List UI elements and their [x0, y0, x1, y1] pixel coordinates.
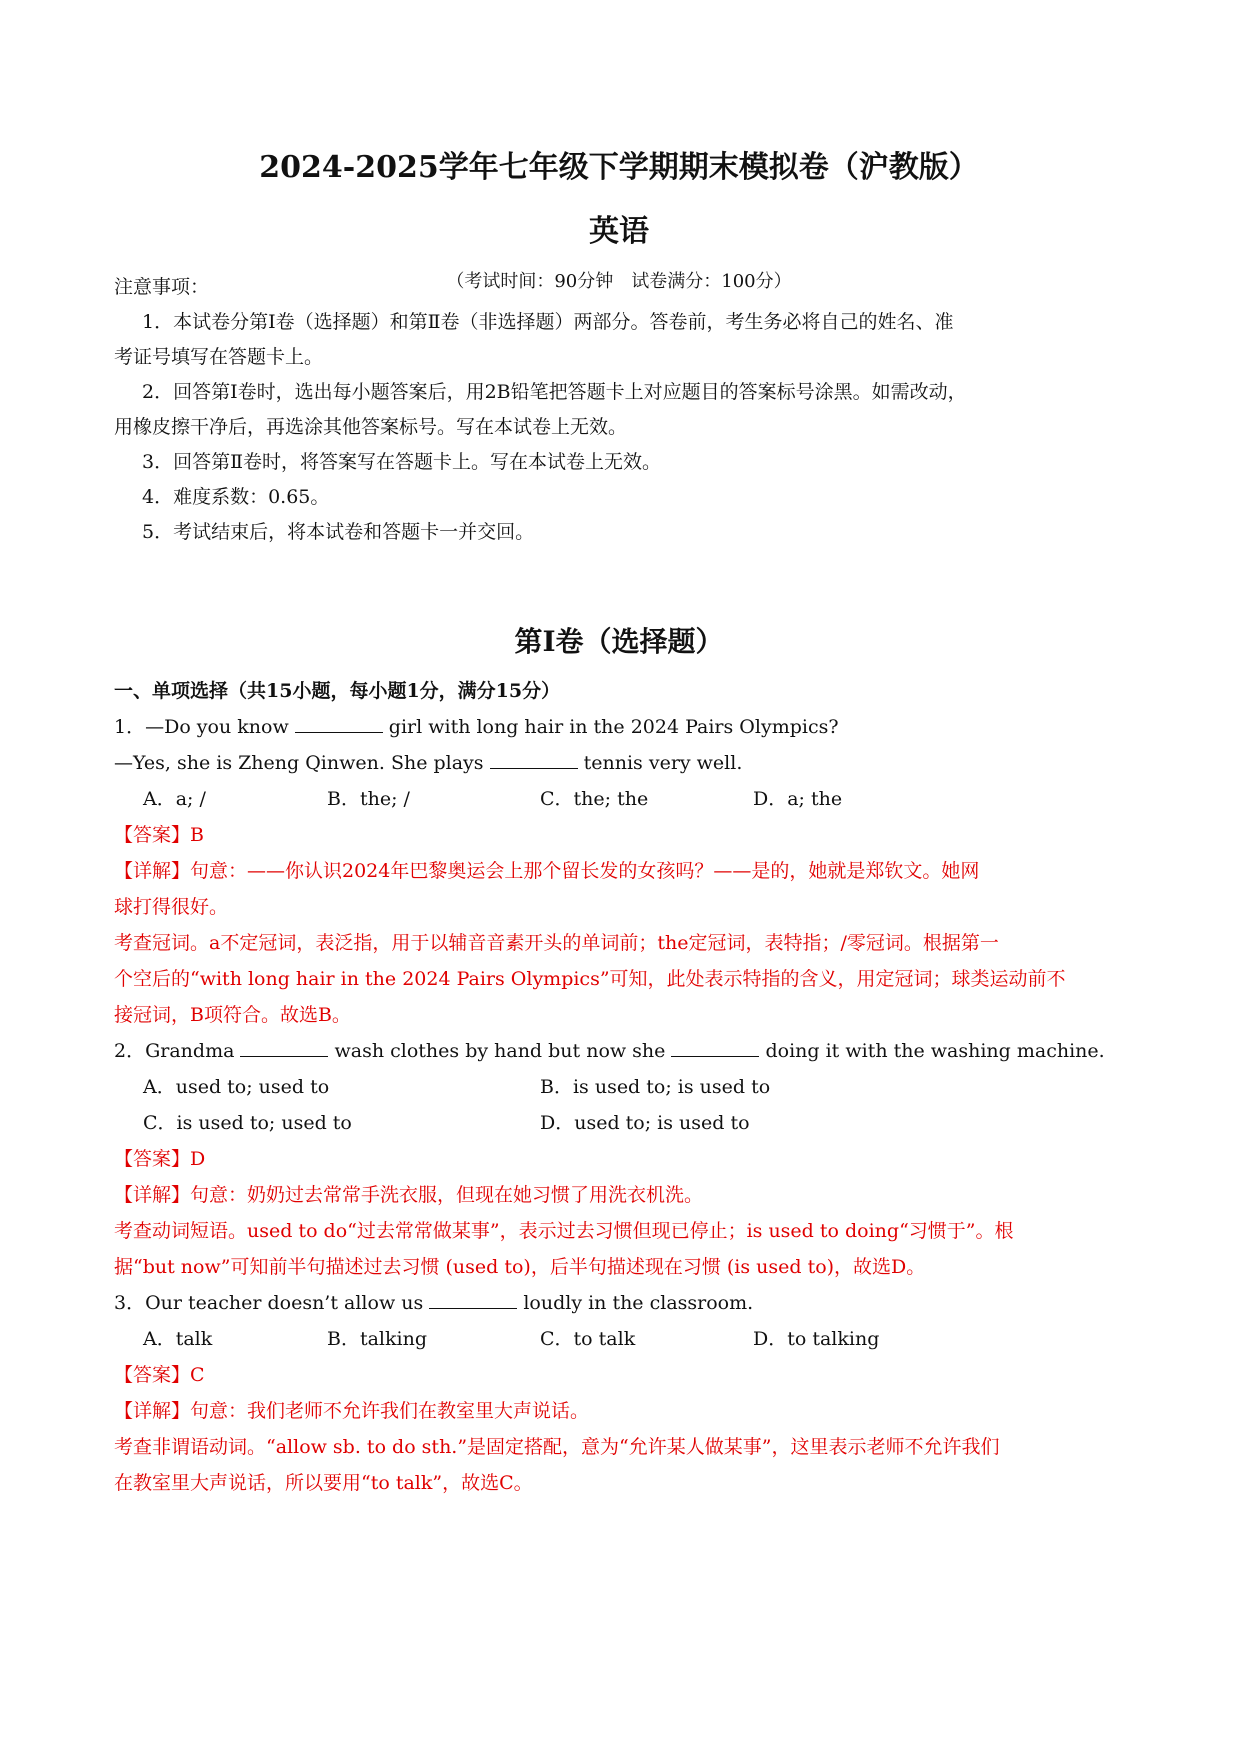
stem-text: loudly in the classroom. — [517, 1292, 754, 1314]
note-item: 5．考试结束后，将本试卷和答题卡一并交回。 — [142, 521, 535, 543]
explanation-line: 考查冠词。a不定冠词，表泛指，用于以辅音音素开头的单词前；the定冠词，表特指；/零冠词。根据第一 — [114, 932, 999, 954]
option-a: A．talk — [143, 1328, 213, 1350]
explanation-line: 接冠词，B项符合。故选B。 — [114, 1004, 351, 1026]
explanation-line: 【详解】句意：我们老师不允许我们在教室里大声说话。 — [114, 1400, 590, 1422]
explanation-line: 球打得很好。 — [114, 896, 229, 918]
option-d: D．used to; is used to — [540, 1112, 750, 1134]
answer-label: 【答案】D — [114, 1148, 206, 1170]
notes-heading: 注意事项： — [114, 276, 210, 298]
question-stem — [114, 712, 1124, 742]
option-c: C．to talk — [540, 1328, 636, 1350]
option-c: C．is used to; used to — [143, 1112, 352, 1134]
stem-text: girl with long hair in the 2024 Pairs Olympics? — [382, 716, 839, 738]
explanation-line: 【详解】句意：——你认识2024年巴黎奥运会上那个留长发的女孩吗？——是的，她就是郑钦文。她网 — [114, 860, 980, 882]
question-stem — [114, 1036, 1124, 1066]
explanation-line: 考查动词短语。used to do“过去常常做某事”，表示过去习惯但现已停止；is used to doing“习惯于”。根 — [114, 1220, 1014, 1242]
stem-text: 1．—Do you know — [114, 716, 295, 738]
answer-label: 【答案】C — [114, 1364, 205, 1386]
answer-blank — [240, 1038, 328, 1057]
question-stem — [114, 748, 1124, 778]
stem-text: 2．Grandma — [114, 1040, 241, 1062]
note-item: 用橡皮擦干净后，再选涂其他答案标号。写在本试卷上无效。 — [114, 416, 628, 438]
stem-text: —Yes, she is Zheng Qinwen. She plays — [114, 752, 490, 774]
stem-text: 3．Our teacher doesn’t allow us — [114, 1292, 430, 1314]
note-item: 4．难度系数：0.65。 — [142, 486, 330, 508]
exam-meta: （考试时间：90分钟 试卷满分：100分） — [446, 271, 792, 292]
note-item: 考证号填写在答题卡上。 — [114, 346, 324, 368]
exam-title: 2024-2025学年七年级下学期期末模拟卷（沪教版） — [259, 150, 979, 185]
note-item: 3．回答第Ⅱ卷时，将答案写在答题卡上。写在本试卷上无效。 — [142, 451, 662, 473]
option-b: B．is used to; is used to — [540, 1076, 771, 1098]
note-item: 2．回答第Ⅰ卷时，选出每小题答案后，用2B铅笔把答题卡上对应题目的答案标号涂黑。如需改动， — [142, 381, 967, 403]
option-a: A．used to; used to — [143, 1076, 330, 1098]
explanation-line: 在教室里大声说话，所以要用“to talk”，故选C。 — [114, 1472, 533, 1494]
answer-blank — [295, 714, 383, 733]
stem-text: tennis very well. — [577, 752, 743, 774]
option-c: C．the; the — [540, 788, 649, 810]
section-title: 第Ⅰ卷（选择题） — [514, 625, 724, 658]
note-item: 1．本试卷分第Ⅰ卷（选择题）和第Ⅱ卷（非选择题）两部分。答卷前，考生务必将自己的姓名、准 — [142, 311, 954, 333]
answer-blank — [429, 1290, 517, 1309]
answer-label: 【答案】B — [114, 824, 204, 846]
explanation-line: 考查非谓语动词。“allow sb. to do sth.”是固定搭配，意为“允许某人做某事”，这里表示老师不允许我们 — [114, 1436, 1000, 1458]
exam-subject: 英语 — [589, 214, 649, 249]
answer-blank — [490, 750, 578, 769]
option-a: A．a; / — [143, 788, 206, 810]
answer-blank — [671, 1038, 759, 1057]
option-d: D．to talking — [753, 1328, 880, 1350]
option-b: B．the; / — [327, 788, 410, 810]
question-stem — [114, 1288, 1124, 1318]
option-b: B．talking — [327, 1328, 427, 1350]
option-d: D．a; the — [753, 788, 843, 810]
stem-text: doing it with the washing machine. — [759, 1040, 1105, 1062]
stem-text: wash clothes by hand but now she — [328, 1040, 672, 1062]
explanation-line: 据“but now”可知前半句描述过去习惯 (used to)，后半句描述现在习惯 (is used to)，故选D。 — [114, 1256, 926, 1278]
explanation-line: 【详解】句意：奶奶过去常常手洗衣服，但现在她习惯了用洗衣机洗。 — [114, 1184, 704, 1206]
part-title: 一、单项选择（共15小题，每小题1分，满分15分） — [114, 680, 561, 702]
explanation-line: 个空后的“with long hair in the 2024 Pairs Olympics”可知，此处表示特指的含义，用定冠词；球类运动前不 — [114, 968, 1066, 990]
